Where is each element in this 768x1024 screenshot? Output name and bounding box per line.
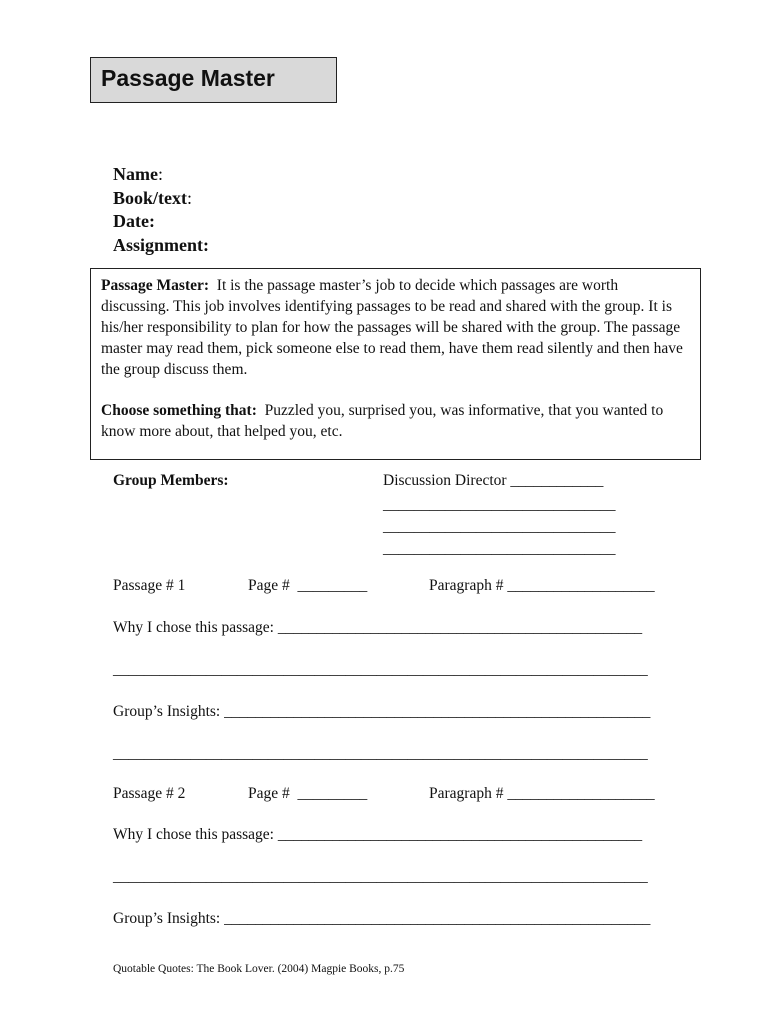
passage-1-paragraph-line (429, 577, 655, 595)
assignment-label: Assignment: (113, 234, 210, 255)
role-label: Passage Master: (101, 277, 210, 294)
passage-2-insights-line (113, 910, 650, 928)
insights-blank[interactable]: _______________________________________________________ (224, 703, 651, 720)
passage-1-insights-continuation[interactable]: _____________________________________________________________________ (113, 745, 648, 762)
group-members-label: Group Members: (113, 472, 229, 489)
name-colon: : (157, 164, 163, 184)
page-title: Passage Master (101, 65, 275, 91)
page-blank[interactable]: _________ (297, 785, 368, 802)
passage-1-why-continuation[interactable]: _____________________________________________________________________ (113, 661, 648, 678)
book-line (113, 187, 209, 211)
book-colon: : (187, 187, 193, 208)
description-box (90, 268, 701, 460)
book-label: Book/text (113, 187, 187, 208)
passage-2-why-line (113, 826, 642, 844)
passage-1-label: Passage # 1 (113, 577, 186, 594)
why-label: Why I chose this passage: (113, 619, 274, 636)
discussion-director-line (383, 472, 603, 490)
name-line (113, 163, 209, 187)
footer-citation: Quotable Quotes: The Book Lover. (2004) Magpie Books, p.75 (113, 963, 405, 975)
title-box (90, 57, 337, 103)
member-blank[interactable]: ______________________________ (383, 518, 616, 535)
page-label: Page # (248, 577, 290, 594)
role-text: It is the passage master’s job to decide which passages are worth discussing. This job involves identifying passages to be read and shared with the group. It is his/her responsibility to plan for how the passages will be shared with the group. The passage master may read them, pick someone else to read them, have them read silently and then have the group discuss them. (101, 277, 683, 378)
choose-text: Puzzled you, surprised you, was informative, that you wanted to know more about, that helped you, etc. (101, 402, 664, 440)
insights-blank[interactable]: _______________________________________________________ (224, 910, 651, 927)
name-label: Name (113, 164, 158, 184)
why-blank[interactable]: _______________________________________________ (277, 826, 643, 843)
paragraph-label: Paragraph # (429, 785, 504, 802)
paragraph-label: Paragraph # (429, 577, 504, 594)
page-label: Page # (248, 785, 290, 802)
passage-1-page-line (248, 577, 367, 595)
insights-label: Group’s Insights: (113, 910, 221, 927)
choose-label: Choose something that: (101, 402, 257, 419)
passage-1-insights-line (113, 703, 650, 721)
discussion-director-label: Discussion Director (383, 472, 507, 489)
page-blank[interactable]: _________ (297, 577, 368, 594)
paragraph-blank[interactable]: ___________________ (507, 577, 655, 594)
passage-2-why-continuation[interactable]: _____________________________________________________________________ (113, 868, 648, 885)
passage-2-paragraph-line (429, 785, 655, 803)
role-paragraph (101, 275, 690, 380)
discussion-director-blank[interactable]: ____________ (510, 472, 604, 489)
why-blank[interactable]: _______________________________________________ (277, 619, 643, 636)
passage-2-page-line (248, 785, 367, 803)
passage-1-why-line (113, 619, 642, 637)
date-label: Date: (113, 211, 155, 231)
paragraph-blank[interactable]: ___________________ (507, 785, 655, 802)
passage-2-label: Passage # 2 (113, 785, 186, 802)
insights-label: Group’s Insights: (113, 703, 221, 720)
member-blank[interactable]: ______________________________ (383, 540, 616, 557)
choose-paragraph (101, 400, 690, 442)
member-blank[interactable]: ______________________________ (383, 496, 616, 513)
info-block (113, 163, 209, 257)
why-label: Why I chose this passage: (113, 826, 274, 843)
